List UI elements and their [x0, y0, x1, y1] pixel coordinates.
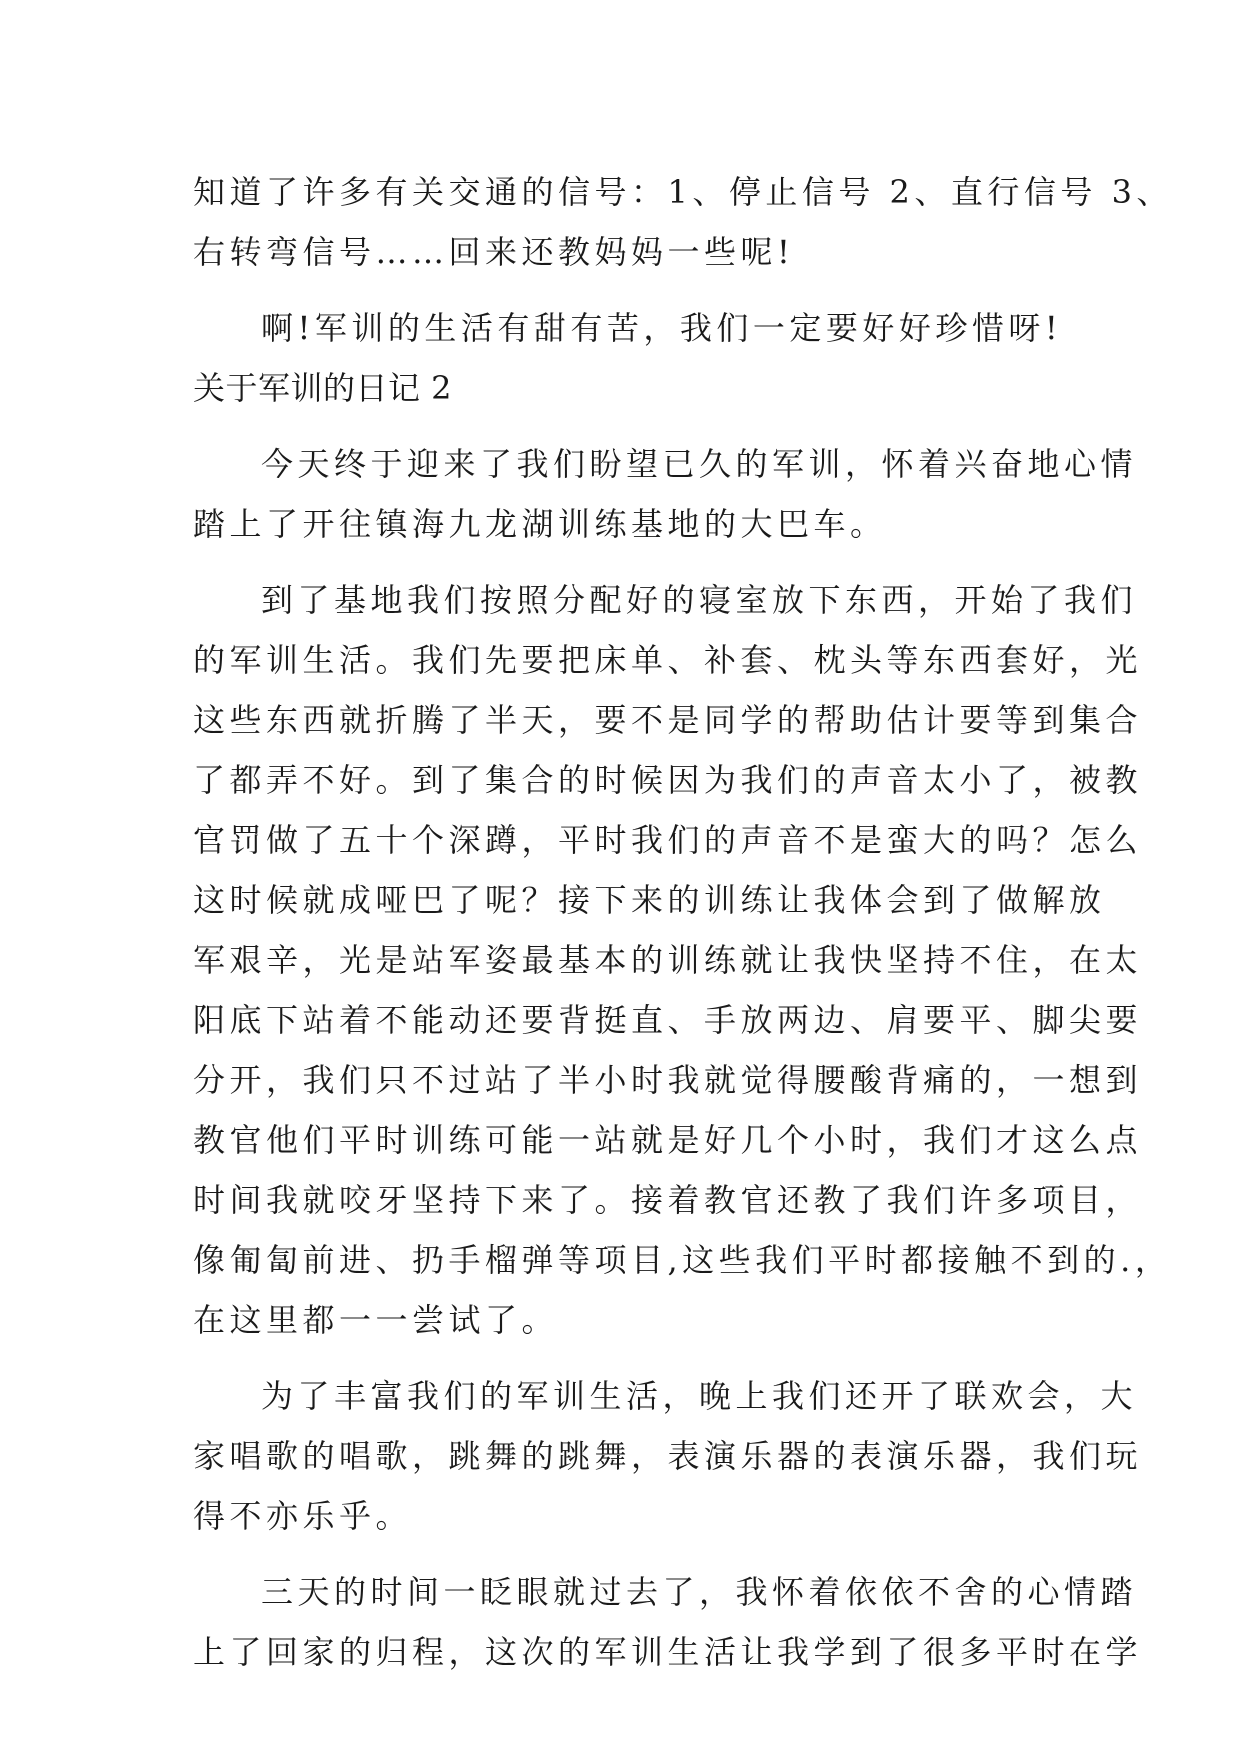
text-line: 得不亦乐乎。 [193, 1497, 413, 1535]
text-line: 教官他们平时训练可能一站就是好几个小时，我们才这么点 [193, 1121, 1143, 1159]
text-line: 到了基地我们按照分配好的寝室放下东西，开始了我们 [261, 581, 1138, 619]
text-line: 啊!军训的生活有甜有苦，我们一定要好好珍惜呀! [261, 309, 1063, 347]
paragraph-4 [193, 570, 1172, 1350]
document-page [193, 162, 1173, 1682]
text-line: 官罚做了五十个深蹲，平时我们的声音不是蛮大的吗？怎么 [193, 821, 1143, 859]
text-line: 这时候就成哑巴了呢？接下来的训练让我体会到了做解放 [193, 881, 1106, 919]
text-line: 上了回家的归程，这次的军训生活让我学到了很多平时在学 [193, 1633, 1143, 1671]
text-line: 时间我就咬牙坚持下来了。接着教官还教了我们许多项目， [193, 1181, 1143, 1219]
paragraph-2 [193, 298, 1073, 358]
text-line: 三天的时间一眨眼就过去了，我怀着依依不舍的心情踏 [261, 1573, 1138, 1611]
text-line: 右转弯信号……回来还教妈妈一些呢! [193, 233, 795, 271]
paragraph-3 [193, 434, 1138, 554]
paragraph-1 [193, 162, 1173, 282]
text-line: 了都弄不好。到了集合的时候因为我们的声音太小了，被教 [193, 761, 1143, 799]
text-line: 像匍匐前进、扔手榴弹等项目,这些我们平时都接触不到的.， [193, 1241, 1172, 1279]
text-line: 这些东西就折腾了半天，要不是同学的帮助估计要等到集合 [193, 701, 1143, 739]
paragraph-6 [193, 1562, 1143, 1682]
text-line: 的军训生活。我们先要把床单、补套、枕头等东西套好，光 [193, 641, 1143, 679]
text-line: 阳底下站着不能动还要背挺直、手放两边、肩要平、脚尖要 [193, 1001, 1143, 1039]
text-line: 军艰辛，光是站军姿最基本的训练就让我快坚持不住，在太 [193, 941, 1143, 979]
text-line: 今天终于迎来了我们盼望已久的军训，怀着兴奋地心情 [261, 445, 1138, 483]
text-line: 在这里都一一尝试了。 [193, 1301, 559, 1339]
text-line: 家唱歌的唱歌，跳舞的跳舞，表演乐器的表演乐器，我们玩 [193, 1437, 1143, 1475]
text-line: 分开，我们只不过站了半小时我就觉得腰酸背痛的，一想到 [193, 1061, 1143, 1099]
section-heading: 关于军训的日记 2 [193, 369, 453, 407]
paragraph-5 [193, 1366, 1143, 1546]
text-line: 为了丰富我们的军训生活，晚上我们还开了联欢会，大 [261, 1377, 1138, 1415]
text-line: 踏上了开往镇海九龙湖训练基地的大巴车。 [193, 505, 887, 543]
text-line: 知道了许多有关交通的信号：1、停止信号 2、直行信号 3、 [193, 173, 1173, 211]
